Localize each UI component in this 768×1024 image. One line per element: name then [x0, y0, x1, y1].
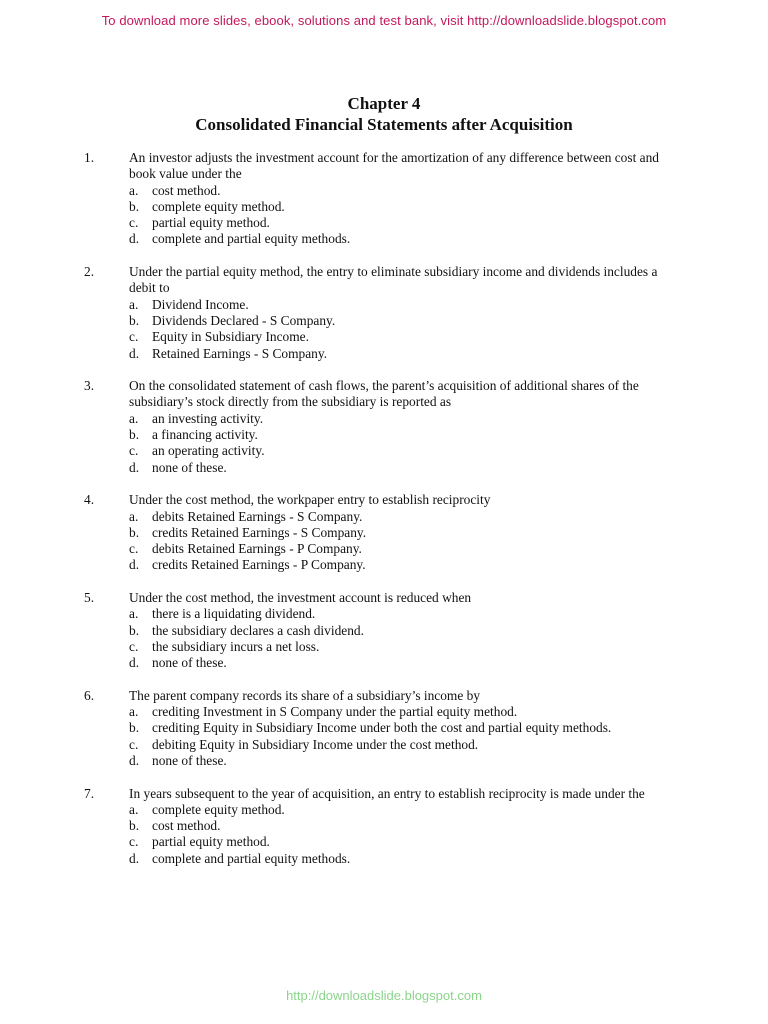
option-text: complete and partial equity methods.	[152, 231, 351, 247]
question-stem: Under the cost method, the investment account is reduced when	[129, 590, 472, 606]
option-text: Equity in Subsidiary Income.	[152, 329, 309, 345]
answer-option	[129, 818, 684, 834]
question-number: 7.	[84, 785, 95, 801]
question-list	[84, 150, 684, 883]
option-text: debits Retained Earnings - P Company.	[152, 541, 362, 557]
question-stem: On the consolidated statement of cash flows, the parent’s acquisition of additional shares of the subsidiary’s stock directly from the subsidiary is reported as	[129, 378, 639, 410]
page-title	[0, 93, 768, 135]
option-text: there is a liquidating dividend.	[152, 606, 316, 622]
option-text: none of these.	[152, 752, 227, 768]
option-text: complete and partial equity methods.	[152, 850, 351, 866]
answer-option	[129, 460, 684, 476]
option-letter: c.	[129, 736, 139, 752]
option-text: none of these.	[152, 655, 227, 671]
option-text: an operating activity.	[152, 443, 265, 459]
answer-option	[129, 720, 684, 736]
option-text: an investing activity.	[152, 410, 264, 426]
option-letter: c.	[129, 215, 139, 231]
answer-option	[129, 655, 684, 671]
option-text: a financing activity.	[152, 427, 258, 443]
chapter-subtitle: Consolidated Financial Statements after Acquisition	[195, 115, 573, 134]
option-letter: c.	[129, 329, 139, 345]
question-7	[84, 786, 684, 867]
question-4	[84, 492, 684, 573]
answer-option	[129, 443, 684, 459]
answer-option	[129, 297, 684, 313]
question-stem: In years subsequent to the year of acquisition, an entry to establish reciprocity is made under the	[129, 785, 645, 801]
question-stem: An investor adjusts the investment account for the amortization of any difference between cost and book value under the	[129, 150, 659, 182]
question-stem: The parent company records its share of a subsidiary’s income by	[129, 687, 481, 703]
question-number: 4.	[84, 492, 95, 508]
option-text: crediting Investment in S Company under the partial equity method.	[152, 704, 518, 720]
option-letter: d.	[129, 345, 140, 361]
question-3	[84, 378, 684, 476]
answer-option	[129, 557, 684, 573]
question-5	[84, 590, 684, 671]
answer-option	[129, 509, 684, 525]
question-number: 5.	[84, 590, 95, 606]
option-text: debiting Equity in Subsidiary Income under the cost method.	[152, 736, 479, 752]
option-letter: a.	[129, 508, 139, 524]
option-letter: d.	[129, 752, 140, 768]
option-text: Dividend Income.	[152, 296, 249, 312]
option-text: partial equity method.	[152, 834, 270, 850]
question-number: 1.	[84, 150, 95, 165]
option-letter: c.	[129, 638, 139, 654]
answer-option	[129, 411, 684, 427]
footer-link[interactable]: http://downloadslide.blogspot.com	[286, 988, 482, 1003]
answer-option	[129, 753, 684, 769]
option-text: cost method.	[152, 818, 221, 834]
option-letter: d.	[129, 231, 140, 247]
option-letter: a.	[129, 182, 139, 198]
answer-option	[129, 525, 684, 541]
option-letter: b.	[129, 818, 140, 834]
chapter-heading: Chapter 4	[347, 94, 421, 113]
option-letter: c.	[129, 541, 139, 557]
option-text: credits Retained Earnings - P Company.	[152, 557, 366, 573]
option-text: cost method.	[152, 182, 221, 198]
header-download-banner[interactable]: To download more slides, ebook, solutions and test bank, visit http://downloadslide.blogspot.com	[101, 13, 667, 28]
option-text: Dividends Declared - S Company.	[152, 312, 336, 328]
option-text: complete equity method.	[152, 198, 285, 214]
answer-option	[129, 623, 684, 639]
question-6	[84, 688, 684, 769]
answer-option	[129, 639, 684, 655]
question-1	[84, 150, 684, 248]
option-letter: a.	[129, 296, 139, 312]
option-letter: d.	[129, 557, 140, 573]
answer-option	[129, 851, 684, 867]
option-letter: c.	[129, 443, 139, 459]
option-letter: b.	[129, 720, 140, 736]
answer-option	[129, 606, 684, 622]
answer-option	[129, 199, 684, 215]
option-text: debits Retained Earnings - S Company.	[152, 508, 363, 524]
question-number: 3.	[84, 378, 95, 394]
option-text: complete equity method.	[152, 801, 285, 817]
answer-option	[129, 231, 684, 247]
option-letter: d.	[129, 850, 140, 866]
option-letter: b.	[129, 312, 140, 328]
option-text: Retained Earnings - S Company.	[152, 345, 328, 361]
question-number: 2.	[84, 264, 95, 280]
question-number: 6.	[84, 687, 95, 703]
option-letter: a.	[129, 410, 139, 426]
option-text: partial equity method.	[152, 215, 270, 231]
option-letter: a.	[129, 801, 139, 817]
option-letter: b.	[129, 524, 140, 540]
answer-option	[129, 183, 684, 199]
option-letter: b.	[129, 622, 140, 638]
answer-option	[129, 346, 684, 362]
option-text: credits Retained Earnings - S Company.	[152, 524, 367, 540]
option-letter: d.	[129, 459, 140, 475]
option-letter: a.	[129, 606, 139, 622]
question-stem: Under the partial equity method, the entry to eliminate subsidiary income and dividends includes a debit to	[129, 264, 658, 296]
question-stem: Under the cost method, the workpaper entry to establish reciprocity	[129, 492, 491, 508]
option-letter: a.	[129, 704, 139, 720]
answer-option	[129, 541, 684, 557]
option-letter: c.	[129, 834, 139, 850]
option-text: the subsidiary declares a cash dividend.	[152, 622, 364, 638]
option-text: none of these.	[152, 459, 227, 475]
answer-option	[129, 215, 684, 231]
option-letter: b.	[129, 427, 140, 443]
option-letter: d.	[129, 655, 140, 671]
answer-option	[129, 737, 684, 753]
answer-option	[129, 329, 684, 345]
option-letter: b.	[129, 198, 140, 214]
option-text: crediting Equity in Subsidiary Income under both the cost and partial equity methods.	[152, 720, 612, 736]
answer-option	[129, 802, 684, 818]
answer-option	[129, 834, 684, 850]
option-text: the subsidiary incurs a net loss.	[152, 638, 320, 654]
answer-option	[129, 313, 684, 329]
answer-option	[129, 704, 684, 720]
question-2	[84, 264, 684, 362]
answer-option	[129, 427, 684, 443]
